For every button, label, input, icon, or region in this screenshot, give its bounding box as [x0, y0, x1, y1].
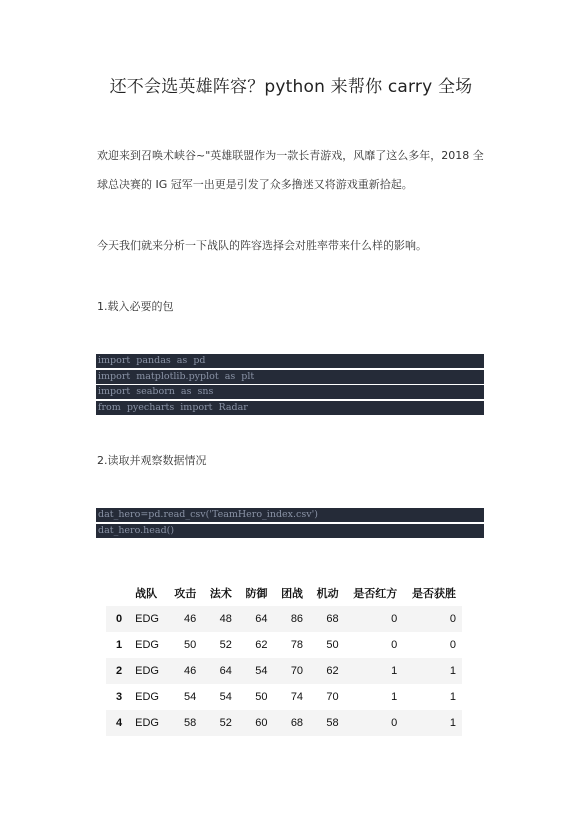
code-block-read-csv [96, 508, 484, 539]
column-header: 团战 [281, 588, 304, 600]
column-header: 机动 [316, 588, 339, 600]
table-cell: 64 [202, 658, 238, 684]
code-line: import seaborn as sns [96, 385, 484, 399]
table-row [106, 606, 462, 632]
code-line: import matplotlib.pyplot as plt [96, 370, 484, 384]
table-cell: 58 [309, 710, 345, 736]
table-cell: 48 [202, 606, 238, 632]
row-index: 4 [106, 710, 129, 736]
table-cell: 60 [238, 710, 274, 736]
table-cell: 1 [345, 658, 404, 684]
section-heading-load-packages: 1.载入必要的包 [97, 300, 174, 313]
code-line: import pandas as pd [96, 354, 484, 368]
table-cell: 68 [273, 710, 309, 736]
table-row [106, 658, 462, 684]
dataframe-table [106, 580, 462, 736]
table-cell: 50 [255, 691, 268, 703]
row-index: 0 [106, 606, 129, 632]
column-header [106, 580, 129, 606]
table-cell: 52 [202, 710, 238, 736]
table-cell: EDG [129, 606, 167, 632]
table-cell: 50 [326, 639, 339, 651]
code-block-imports [96, 354, 484, 416]
table-cell: 1 [403, 710, 462, 736]
table-cell: 50 [184, 639, 197, 651]
table-cell: 46 [167, 606, 203, 632]
table-cell: 70 [326, 691, 339, 703]
page-title: 还不会选英雄阵容？python 来帮你 carry 全场 [109, 77, 473, 97]
table-cell: 0 [345, 710, 404, 736]
table-cell: 0 [449, 639, 456, 651]
table-cell: 0 [345, 606, 404, 632]
table-header-row [106, 580, 462, 606]
table-cell: 54 [219, 691, 232, 703]
column-header: 战队 [135, 588, 158, 600]
column-header: 防御 [245, 588, 268, 600]
table-cell: 1 [391, 691, 398, 703]
table-row [106, 684, 462, 710]
column-header: 法术 [209, 588, 232, 600]
column-header: 攻击 [174, 588, 197, 600]
intro-paragraph-2: 今天我们就来分析一下战队的阵容选择会对胜率带来什么样的影响。 [97, 239, 427, 252]
table-row [106, 710, 462, 736]
table-cell: 54 [184, 691, 197, 703]
table-cell: 58 [167, 710, 203, 736]
table-cell: 0 [403, 606, 462, 632]
table-cell: 1 [403, 658, 462, 684]
row-index: 3 [116, 691, 123, 703]
table-cell: 62 [309, 658, 345, 684]
column-header: 是否红方 [353, 588, 398, 600]
table-cell: EDG [135, 691, 159, 703]
table-cell: 54 [238, 658, 274, 684]
row-index: 2 [106, 658, 129, 684]
table-cell: 0 [391, 639, 398, 651]
table-row [106, 632, 462, 658]
table-cell: 1 [449, 691, 456, 703]
table-cell: EDG [129, 710, 167, 736]
table-cell: 52 [219, 639, 232, 651]
table-cell: EDG [129, 658, 167, 684]
code-line: dat_hero.head() [96, 524, 484, 538]
table-cell: 68 [309, 606, 345, 632]
code-line: dat_hero=pd.read_csv('TeamHero_index.csv') [96, 508, 484, 522]
column-header: 是否获胜 [412, 588, 456, 600]
table-cell: 70 [273, 658, 309, 684]
table-cell: 78 [290, 639, 304, 651]
table-cell: 74 [290, 691, 304, 703]
row-index: 1 [116, 639, 123, 651]
table-cell: EDG [135, 639, 159, 651]
code-line: from pyecharts import Radar [96, 401, 484, 415]
table-cell: 86 [273, 606, 309, 632]
table-cell: 64 [238, 606, 274, 632]
intro-paragraph: 欢迎来到召唤术峡谷~"英雄联盟作为一款长青游戏，风靡了这么多年，2018 全球总决赛的 IG 冠军一出更是引发了众多撸迷又将游戏重新拾起。 [97, 149, 484, 191]
table-cell: 62 [255, 639, 268, 651]
table-cell: 46 [167, 658, 203, 684]
section-heading-read-data: 2.读取并观察数据情况 [97, 454, 207, 467]
